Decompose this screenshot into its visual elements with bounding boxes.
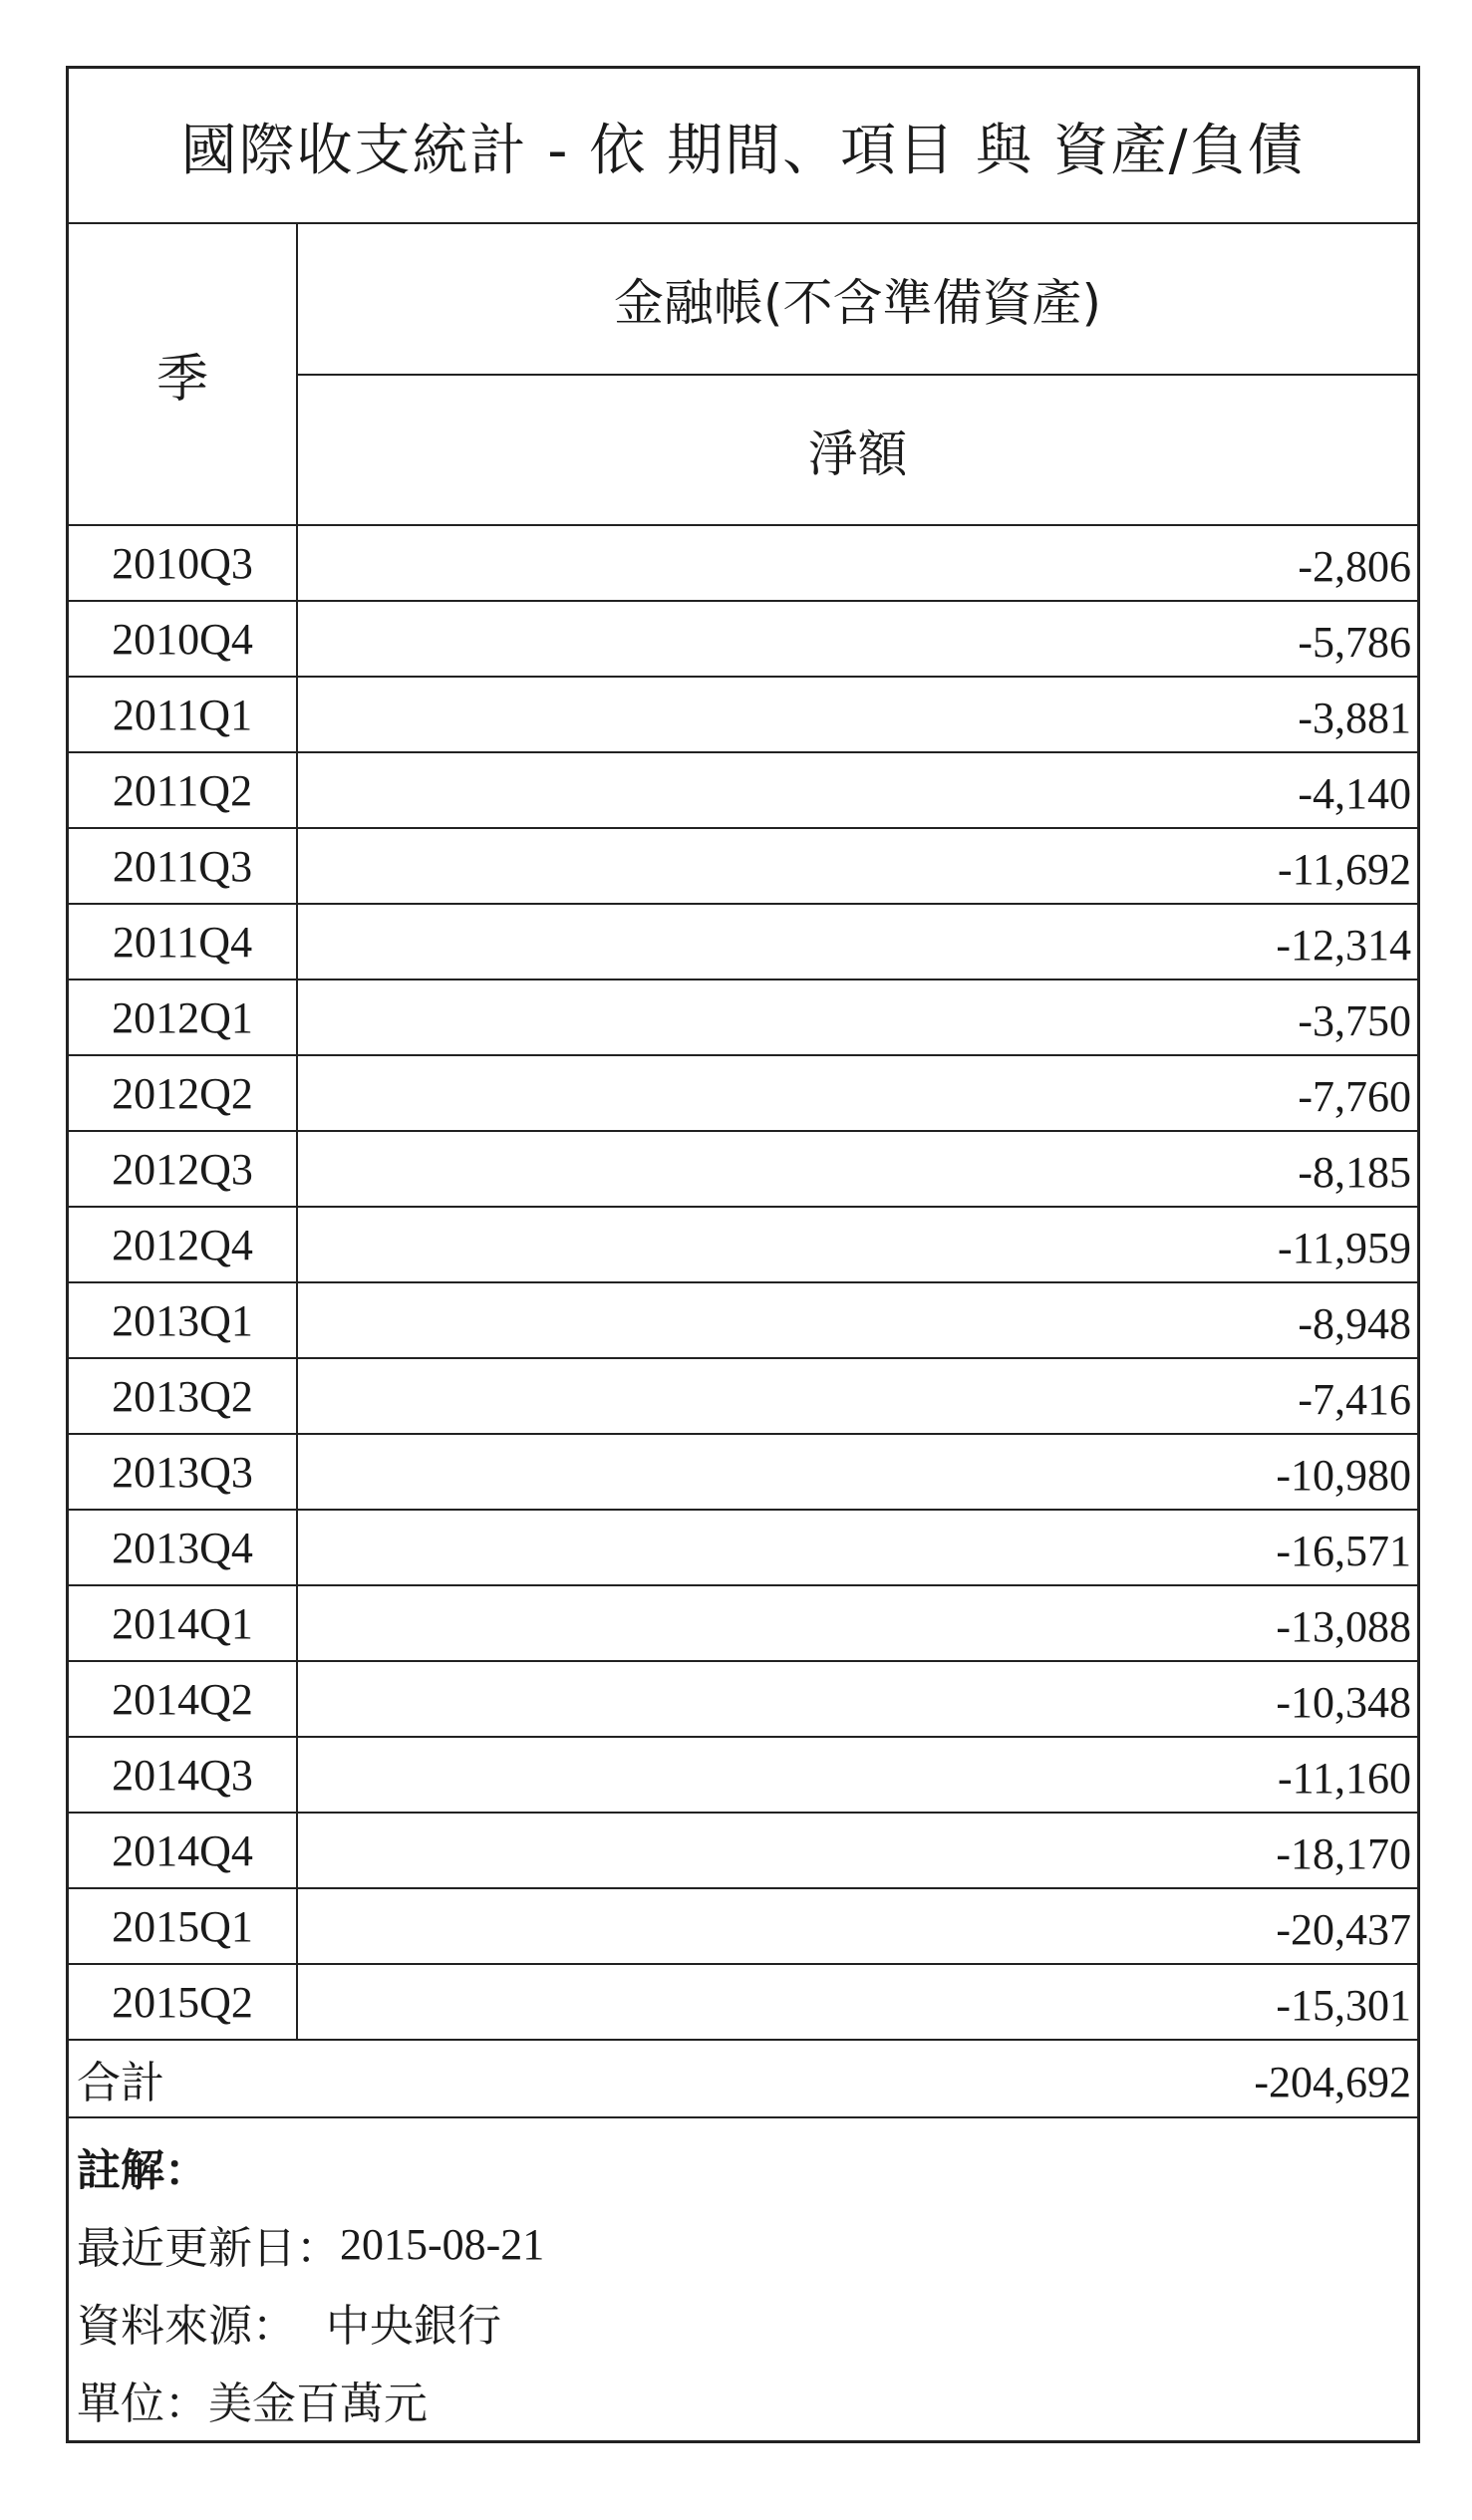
net-amount-cell: -16,571 bbox=[1276, 1526, 1411, 1575]
table-row bbox=[69, 1208, 1417, 1283]
quarter-cell: 2013Q4 bbox=[112, 1523, 253, 1572]
quarter-cell: 2015Q1 bbox=[112, 1901, 253, 1951]
quarter-cell: 2013Q1 bbox=[112, 1295, 253, 1345]
table-row bbox=[69, 1511, 1417, 1586]
net-amount-cell: -8,185 bbox=[1298, 1147, 1411, 1197]
quarter-cell: 2014Q4 bbox=[112, 1825, 253, 1875]
table-row bbox=[69, 1814, 1417, 1889]
quarter-cell: 2012Q2 bbox=[112, 1068, 253, 1118]
season-column-header: 季 bbox=[155, 350, 208, 410]
last-updated-note bbox=[77, 2205, 1409, 2283]
data-source-label: 資料來源： bbox=[77, 2301, 296, 2352]
table-row bbox=[69, 1435, 1417, 1511]
quarter-cell: 2011Q4 bbox=[112, 917, 253, 967]
table-row bbox=[69, 1283, 1417, 1359]
quarter-cell: 2010Q4 bbox=[112, 614, 253, 664]
table-row bbox=[69, 980, 1417, 1056]
net-amount-cell: -15,301 bbox=[1276, 1980, 1411, 2030]
table-row bbox=[69, 1738, 1417, 1814]
quarter-cell: 2012Q4 bbox=[112, 1220, 253, 1269]
net-amount-cell: -20,437 bbox=[1276, 1904, 1411, 1954]
quarter-cell: 2012Q3 bbox=[112, 1144, 253, 1194]
unit-note: 單位：美金百萬元 bbox=[77, 2379, 428, 2429]
quarter-cell: 2011Q1 bbox=[112, 690, 253, 739]
net-amount-cell: -3,750 bbox=[1298, 995, 1411, 1045]
quarter-cell: 2011Q3 bbox=[112, 841, 253, 891]
table-row bbox=[69, 678, 1417, 753]
quarter-cell: 2015Q2 bbox=[112, 1977, 253, 2027]
net-amount-cell: -8,948 bbox=[1298, 1298, 1411, 1348]
table-row bbox=[69, 1662, 1417, 1738]
last-updated-value: 2015-08-21 bbox=[340, 2219, 545, 2269]
table-row bbox=[69, 1889, 1417, 1965]
net-amount-cell: -12,314 bbox=[1276, 920, 1411, 970]
quarter-cell: 2013Q2 bbox=[112, 1371, 253, 1421]
quarter-cell: 2014Q2 bbox=[112, 1674, 253, 1724]
table-row bbox=[69, 905, 1417, 980]
net-amount-cell: -11,959 bbox=[1277, 1223, 1411, 1272]
table-row bbox=[69, 526, 1417, 602]
data-source-value: 中央銀行 bbox=[326, 2301, 501, 2352]
table-row bbox=[69, 1965, 1417, 2041]
table-row bbox=[69, 753, 1417, 829]
total-row bbox=[69, 2041, 1417, 2118]
net-amount-cell: -5,786 bbox=[1298, 617, 1411, 667]
table-row bbox=[69, 829, 1417, 905]
table-title: 國際收支統計 - 依 期間、項目 與 資產/負債 bbox=[180, 119, 1306, 183]
net-amount-cell: -10,980 bbox=[1276, 1450, 1411, 1500]
quarter-cell: 2013Q3 bbox=[112, 1447, 253, 1497]
statistics-table-sheet bbox=[66, 66, 1420, 2443]
quarter-cell: 2012Q1 bbox=[112, 992, 253, 1042]
table-row bbox=[69, 602, 1417, 678]
quarter-cell: 2010Q3 bbox=[112, 538, 253, 588]
table-row bbox=[69, 1132, 1417, 1208]
table-row bbox=[69, 1586, 1417, 1662]
net-amount-cell: -11,692 bbox=[1277, 844, 1411, 894]
total-value: -204,692 bbox=[1254, 2057, 1411, 2106]
net-amount-cell: -7,760 bbox=[1298, 1071, 1411, 1121]
data-source-note bbox=[77, 2283, 1409, 2361]
net-amount-cell: -11,160 bbox=[1277, 1753, 1411, 1803]
net-amount-cell: -7,416 bbox=[1298, 1374, 1411, 1424]
quarter-cell: 2014Q1 bbox=[112, 1598, 253, 1648]
total-label: 合計 bbox=[77, 2058, 164, 2108]
table-row bbox=[69, 1056, 1417, 1132]
quarter-cell: 2011Q2 bbox=[112, 765, 253, 815]
net-amount-cell: -13,088 bbox=[1276, 1601, 1411, 1651]
quarter-cell: 2014Q3 bbox=[112, 1750, 253, 1800]
financial-account-header: 金融帳(不含準備資產) bbox=[613, 274, 1101, 332]
net-amount-cell: -2,806 bbox=[1298, 541, 1411, 591]
notes-heading: 註解： bbox=[77, 2145, 208, 2196]
table-row bbox=[69, 1359, 1417, 1435]
last-updated-label: 最近更新日： bbox=[77, 2223, 340, 2274]
net-amount-cell: -3,881 bbox=[1298, 693, 1411, 742]
net-amount-cell: -4,140 bbox=[1298, 768, 1411, 818]
net-amount-cell: -10,348 bbox=[1276, 1677, 1411, 1727]
net-amount-header: 淨額 bbox=[807, 424, 908, 483]
net-amount-cell: -18,170 bbox=[1276, 1828, 1411, 1878]
notes-section bbox=[77, 2127, 1409, 2438]
